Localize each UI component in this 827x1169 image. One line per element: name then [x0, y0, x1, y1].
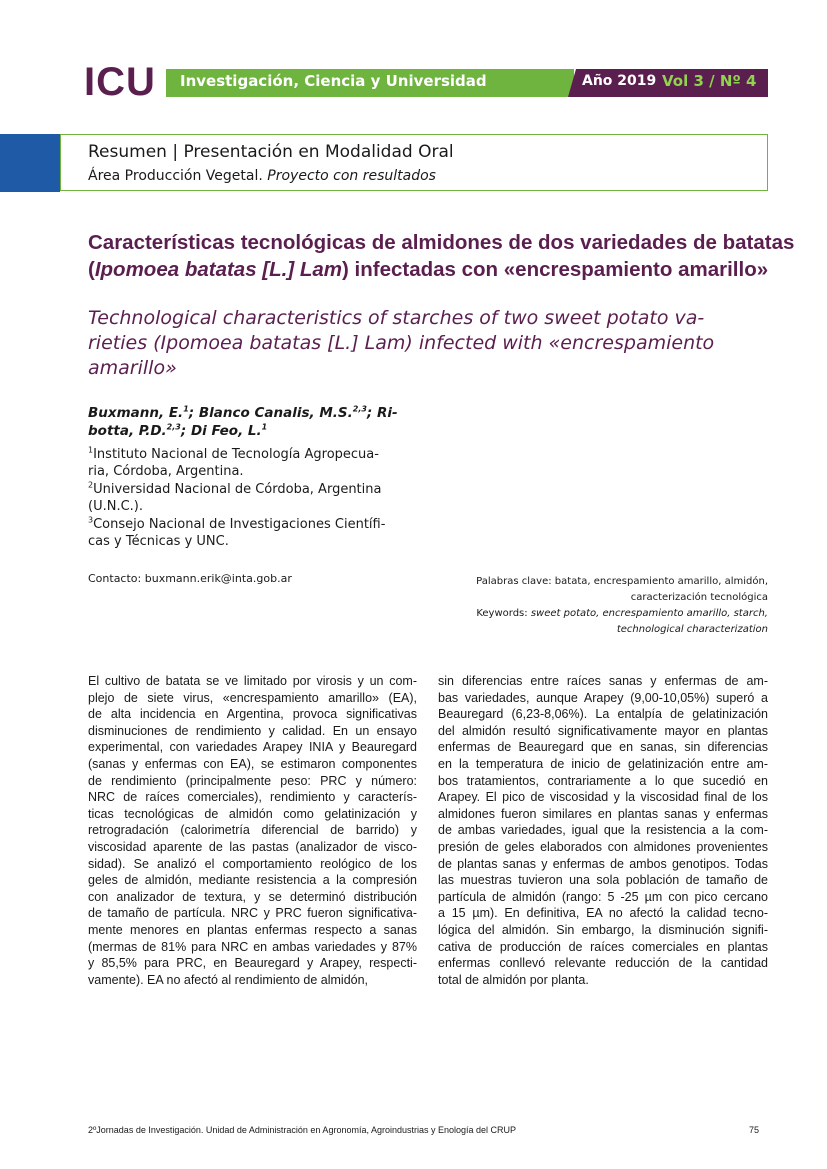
section-subtitle: [88, 168, 436, 184]
title-en-line-3: amarillo»: [88, 357, 177, 379]
abstract-line: Beauregard (6,23-8,06%). La entalpía de gelatinización: [438, 707, 768, 722]
section-area: Área Producción Vegetal.: [88, 168, 263, 184]
abstract-line: enfermas conllevó relevante reducción de la cantidad: [438, 956, 768, 971]
abstract-line: de alta incidencia en Argentina, provoca significativas: [88, 707, 417, 722]
abstract-line: presión de geles elaborados con almidones provenientes: [438, 839, 768, 854]
abstract-line: cativa de producción de raíces comerciales en plantas: [438, 939, 768, 954]
abstract-line: lógica del almidón. Sin embargo, la disminución signifi-: [438, 922, 768, 937]
contact: [88, 572, 292, 585]
affiliation-sup: 1: [88, 445, 94, 455]
abstract-line: mente menores en plantas enfermas respecto a sanas: [88, 922, 417, 937]
abstract-column-left: [88, 673, 417, 988]
abstract-column-right: [438, 673, 768, 988]
author-sup: 1: [261, 422, 268, 432]
author-name: ; Ri-: [366, 405, 398, 421]
affiliation-sup: 2: [88, 480, 94, 490]
issue-volume: Vol 3 / Nº 4: [662, 72, 757, 90]
section-type: Proyecto con resultados: [267, 168, 436, 184]
title-es-line-2: [88, 256, 778, 283]
title-es-rest: ) infectadas con «encrespamiento amarillo»: [342, 258, 769, 281]
keywords-en-text: technological characterization: [616, 624, 768, 635]
affiliation-text: Consejo Nacional de Investigaciones Científi-: [93, 517, 386, 532]
affiliation-2-line-1: [88, 481, 381, 498]
footer-text: 2ºJornadas de Investigación. Unidad de Administración en Agronomía, Agroindustrias y Enología del CRUP: [88, 1125, 517, 1135]
abstract-line: total de almidón por planta.: [438, 972, 589, 987]
authors-line-2: [88, 422, 267, 440]
author-name: ; Di Feo, L.: [180, 423, 262, 439]
affiliation-2-line-2: (U.N.C.).: [88, 499, 143, 514]
abstract-line: de ambas variedades, igual que la resistencia a la com-: [438, 823, 768, 838]
title-en-line-1: Technological characteristics of starches of two sweet potato va-: [88, 307, 705, 329]
abstract-line: en la temperatura de inicio de gelatinización entre am-: [438, 756, 768, 771]
abstract-line: retrogradación (calorimetría diferencial de barrido) y: [88, 823, 417, 838]
keywords-en-line-2: [617, 622, 768, 637]
abstract-line: bos tratamientos, contrariamente a lo que sucedió en: [438, 773, 768, 788]
affiliation-3-line-1: [88, 516, 385, 533]
keywords-en-text: sweet potato, encrespamiento amarillo, starch,: [530, 608, 768, 619]
abstract-line: geles de almidón, mediante resistencia a la compresión: [88, 873, 417, 888]
keywords-es-line-2: caracterización tecnológica: [630, 592, 768, 603]
abstract-line: bas variedades, aunque Arapey (9,00-10,05%) superó a: [438, 690, 768, 705]
abstract-line: El cultivo de batata se ve limitado por virosis y un com-: [88, 674, 417, 688]
affiliation-sup: 3: [88, 515, 94, 525]
abstract-line: Arapey. El pico de viscosidad y la viscosidad final de los: [438, 790, 768, 805]
abstract-line: de rendimiento (principalmente peso: PRC y número:: [88, 773, 417, 788]
author-name: botta, P.D.: [88, 423, 167, 439]
abstract-line: partícula de almidón (rango: 5 -25 µm con pico cercano: [438, 889, 768, 904]
abstract-line: del almidón resultó significativamente mayor en plantas: [438, 723, 768, 738]
author-name: Buxmann, E.: [88, 405, 184, 421]
abstract-line: enfermas de Beauregard que en sanas, sin diferencias: [438, 740, 768, 755]
affiliation-1-line-1: [88, 446, 379, 463]
author-sup: 2,3: [352, 404, 367, 414]
keywords-es-label: Palabras clave:: [476, 576, 552, 587]
abstract-line: de tamaño de partícula. NRC y PRC fueron significativa-: [88, 906, 417, 921]
abstract-line: viscosidad aparente de las pastas (analizador de visco-: [88, 839, 417, 854]
section-accent-block: [0, 134, 60, 192]
title-es-species: Ipomoea batatas [L.] Lam: [94, 258, 343, 281]
abstract-line: sidad). Se analizó el comportamiento reológico de los: [88, 856, 417, 871]
abstract-line: experimental, con variedades Arapey INIA y Beauregard: [88, 740, 417, 755]
journal-name: Investigación, Ciencia y Universidad: [180, 72, 487, 90]
title-en-line-2: rieties (Ipomoea batatas [L.] Lam) infected with «encrespamiento: [88, 332, 715, 354]
affiliation-3-line-2: cas y Técnicas y UNC.: [88, 534, 229, 549]
author-sup: 2,3: [166, 422, 181, 432]
author-sup: 1: [183, 404, 189, 414]
abstract-line: plejo de siete virus, «encrespamiento amarillo» (EA),: [88, 690, 417, 705]
title-es-paren: (: [88, 258, 95, 281]
abstract-line: sin diferencias entre raíces sanas y enfermas de am-: [438, 674, 768, 688]
keywords-en-line-1: [476, 606, 768, 621]
abstract-line: con analizador de textura, y se determinó distribución: [88, 889, 417, 904]
affiliation-1-line-2: ria, Córdoba, Argentina.: [88, 464, 244, 479]
abstract-line: NRC de raíces comerciales), rendimiento y caracterís-: [88, 790, 417, 805]
contact-label: Contacto:: [88, 572, 142, 585]
abstract-line: (sanas y enfermas con EA), se estimaron componentes: [88, 756, 417, 771]
abstract-line: (mermas de 81% para NRC en ambas variedades y 87%: [88, 939, 417, 954]
keywords-en-label: Keywords:: [476, 608, 528, 619]
affiliation-text: Instituto Nacional de Tecnología Agropecua-: [93, 447, 379, 462]
abstract-line: disminuciones de rendimiento y calidad. En un ensayo: [88, 723, 417, 738]
abstract-line: a 15 µm). En definitiva, EA no afectó la calidad tecno-: [438, 906, 768, 921]
author-name: ; Blanco Canalis, M.S.: [188, 405, 353, 421]
abstract-line: almidones fueron similares en plantas sanas y enfermas: [438, 806, 768, 821]
abstract-line: y 85,5% para PRC, en Beauregard y Arapey, respecti-: [88, 956, 417, 971]
abstract-line: ticas tecnológicas de almidón como gelatinización y: [88, 806, 417, 821]
title-es-line-1: Características tecnológicas de almidones de dos variedades de batatas: [88, 231, 795, 254]
issue-year: Año 2019: [582, 73, 657, 89]
affiliation-text: Universidad Nacional de Córdoba, Argentina: [93, 482, 382, 497]
authors-line-1: [88, 404, 398, 422]
section-title: Resumen | Presentación en Modalidad Oral: [88, 142, 454, 162]
abstract-line: las muestras tuvieron una sola población de tamaño de: [438, 873, 768, 888]
journal-logo: ICU: [84, 60, 156, 104]
abstract-line: vamente). EA no afectó al rendimiento de almidón,: [88, 972, 369, 987]
abstract-line: de plantas sanas y enfermas de ambos genotipos. Todas: [438, 856, 768, 871]
keywords-es-text: batata, encrespamiento amarillo, almidón,: [554, 576, 768, 587]
contact-email[interactable]: buxmann.erik@inta.gob.ar: [144, 572, 292, 585]
page-number: 75: [749, 1125, 760, 1135]
keywords-es-line-1: [476, 574, 768, 589]
